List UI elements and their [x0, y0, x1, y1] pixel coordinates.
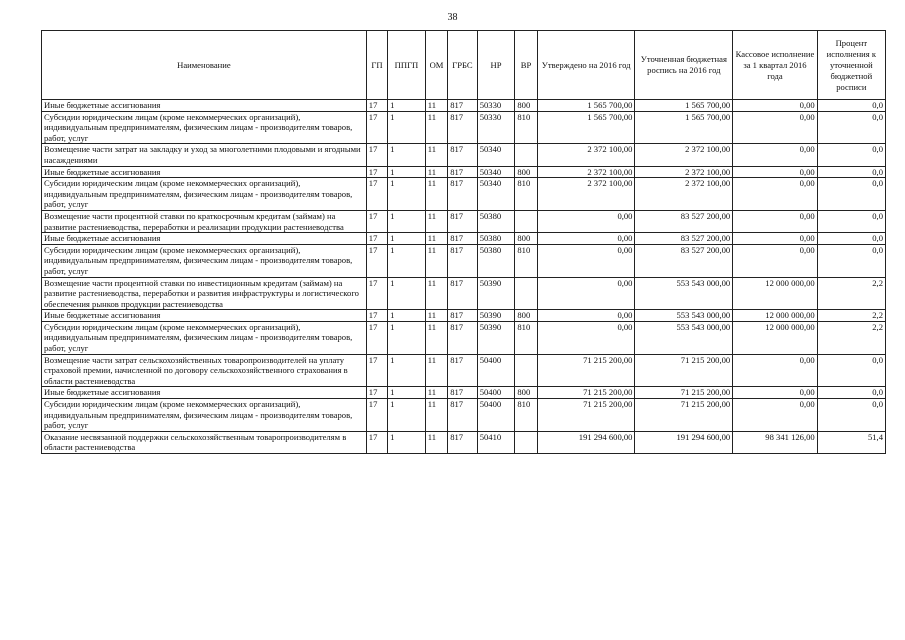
cell-nr: 50390: [477, 310, 515, 322]
cell-approved: 71 215 200,00: [537, 399, 635, 432]
cell-gp: 17: [366, 111, 387, 144]
cell-gp: 17: [366, 399, 387, 432]
cell-cash: 0,00: [733, 354, 818, 387]
cell-approved: 1 565 700,00: [537, 100, 635, 112]
cell-cash: 0,00: [733, 100, 818, 112]
cell-ppgp: 1: [388, 399, 426, 432]
cell-grbs: 817: [448, 244, 478, 277]
cell-cash: 0,00: [733, 210, 818, 232]
cell-grbs: 817: [448, 178, 478, 211]
cell-om: 11: [425, 277, 447, 310]
table-row: [42, 399, 886, 432]
cell-approved: 0,00: [537, 244, 635, 277]
cell-percent: 0,0: [817, 144, 885, 166]
cell-percent: 0,0: [817, 100, 885, 112]
page-number: 38: [447, 12, 458, 23]
cell-nr: 50340: [477, 144, 515, 166]
cell-grbs: 817: [448, 233, 478, 245]
header-nr: НР: [477, 31, 515, 100]
cell-specified: 2 372 100,00: [635, 178, 733, 211]
cell-gp: 17: [366, 310, 387, 322]
cell-ppgp: 1: [388, 178, 426, 211]
cell-nr: 50400: [477, 399, 515, 432]
header-ppgp: ППГП: [388, 31, 426, 100]
cell-percent: 0,0: [817, 399, 885, 432]
cell-approved: 0,00: [537, 233, 635, 245]
cell-name: Субсидии юридическим лицам (кроме некоммерческих организаций), индивидуальным предпринимателям, физическим лицам - производителям товаров, работ, услуг: [42, 399, 367, 432]
cell-ppgp: 1: [388, 144, 426, 166]
cell-percent: 0,0: [817, 387, 885, 399]
table-row: [42, 111, 886, 144]
cell-gp: 17: [366, 431, 387, 453]
cell-cash: 0,00: [733, 178, 818, 211]
cell-approved: 71 215 200,00: [537, 354, 635, 387]
cell-specified: 2 372 100,00: [635, 144, 733, 166]
cell-cash: 12 000 000,00: [733, 277, 818, 310]
table-row: [42, 431, 886, 453]
cell-specified: 1 565 700,00: [635, 111, 733, 144]
cell-ppgp: 1: [388, 166, 426, 178]
cell-name: Субсидии юридическим лицам (кроме некоммерческих организаций), индивидуальным предпринимателям, физическим лицам - производителям товаров, работ, услуг: [42, 111, 367, 144]
cell-specified: 553 543 000,00: [635, 277, 733, 310]
cell-approved: 71 215 200,00: [537, 387, 635, 399]
header-vr: ВР: [515, 31, 537, 100]
cell-name: Возмещение части процентной ставки по инвестиционным кредитам (займам) на развитие растениеводства, переработки и развития инфраструктуры и логистического обеспечения рынков продукции растениеводства: [42, 277, 367, 310]
cell-nr: 50410: [477, 431, 515, 453]
cell-vr: 800: [515, 387, 537, 399]
cell-nr: 50390: [477, 277, 515, 310]
cell-approved: 0,00: [537, 321, 635, 354]
cell-percent: 0,0: [817, 354, 885, 387]
cell-name: Иные бюджетные ассигнования: [42, 166, 367, 178]
table-row: [42, 100, 886, 112]
cell-approved: 2 372 100,00: [537, 166, 635, 178]
header-gp: ГП: [366, 31, 387, 100]
cell-cash: 0,00: [733, 166, 818, 178]
cell-cash: 0,00: [733, 144, 818, 166]
cell-cash: 98 341 126,00: [733, 431, 818, 453]
cell-approved: 2 372 100,00: [537, 144, 635, 166]
table-row: [42, 310, 886, 322]
header-grbs: ГРБС: [448, 31, 478, 100]
cell-vr: 810: [515, 111, 537, 144]
cell-percent: 0,0: [817, 233, 885, 245]
cell-name: Возмещение части затрат сельскохозяйственных товаропроизводителей на уплату страховой премии, начисленной по договору сельскохозяйственного страхования в области растениеводства: [42, 354, 367, 387]
cell-cash: 0,00: [733, 233, 818, 245]
cell-nr: 50380: [477, 244, 515, 277]
cell-grbs: 817: [448, 399, 478, 432]
cell-cash: 0,00: [733, 111, 818, 144]
cell-gp: 17: [366, 244, 387, 277]
cell-om: 11: [425, 399, 447, 432]
header-cash: Кассовое исполнение за 1 квартал 2016 года: [733, 31, 818, 100]
cell-specified: 71 215 200,00: [635, 354, 733, 387]
cell-grbs: 817: [448, 387, 478, 399]
cell-vr: 800: [515, 166, 537, 178]
cell-vr: [515, 210, 537, 232]
cell-nr: 50330: [477, 100, 515, 112]
cell-om: 11: [425, 210, 447, 232]
cell-vr: 810: [515, 244, 537, 277]
cell-om: 11: [425, 431, 447, 453]
cell-cash: 0,00: [733, 244, 818, 277]
cell-nr: 50330: [477, 111, 515, 144]
cell-nr: 50340: [477, 178, 515, 211]
cell-vr: [515, 431, 537, 453]
table-body: [42, 100, 886, 454]
cell-vr: [515, 354, 537, 387]
cell-grbs: 817: [448, 277, 478, 310]
cell-specified: 191 294 600,00: [635, 431, 733, 453]
header-approved: Утверждено на 2016 год: [537, 31, 635, 100]
cell-cash: 12 000 000,00: [733, 321, 818, 354]
cell-om: 11: [425, 144, 447, 166]
cell-approved: 0,00: [537, 210, 635, 232]
cell-ppgp: 1: [388, 210, 426, 232]
cell-specified: 2 372 100,00: [635, 166, 733, 178]
cell-grbs: 817: [448, 111, 478, 144]
cell-approved: 0,00: [537, 310, 635, 322]
cell-name: Оказание несвязанной поддержки сельскохозяйственным товаропроизводителям в области растениеводства: [42, 431, 367, 453]
header-specified: Уточненная бюджетная роспись на 2016 год: [635, 31, 733, 100]
cell-specified: 83 527 200,00: [635, 210, 733, 232]
cell-ppgp: 1: [388, 431, 426, 453]
cell-cash: 0,00: [733, 387, 818, 399]
table-row: [42, 210, 886, 232]
cell-percent: 0,0: [817, 178, 885, 211]
cell-om: 11: [425, 310, 447, 322]
cell-om: 11: [425, 321, 447, 354]
cell-vr: 810: [515, 178, 537, 211]
cell-grbs: 817: [448, 310, 478, 322]
table-row: [42, 387, 886, 399]
cell-name: Иные бюджетные ассигнования: [42, 233, 367, 245]
cell-name: Субсидии юридическим лицам (кроме некоммерческих организаций), индивидуальным предпринимателям, физическим лицам - производителям товаров, работ, услуг: [42, 244, 367, 277]
cell-approved: 191 294 600,00: [537, 431, 635, 453]
cell-specified: 71 215 200,00: [635, 399, 733, 432]
table-row: [42, 166, 886, 178]
cell-om: 11: [425, 387, 447, 399]
cell-name: Иные бюджетные ассигнования: [42, 310, 367, 322]
cell-grbs: 817: [448, 100, 478, 112]
table-row: [42, 277, 886, 310]
cell-specified: 553 543 000,00: [635, 310, 733, 322]
cell-name: Иные бюджетные ассигнования: [42, 100, 367, 112]
cell-om: 11: [425, 111, 447, 144]
cell-name: Субсидии юридическим лицам (кроме некоммерческих организаций), индивидуальным предпринимателям, физическим лицам - производителям товаров, работ, услуг: [42, 178, 367, 211]
cell-gp: 17: [366, 166, 387, 178]
cell-om: 11: [425, 166, 447, 178]
table-header: [42, 31, 886, 100]
header-percent: Процент исполнения к уточненной бюджетной росписи: [817, 31, 885, 100]
cell-gp: 17: [366, 100, 387, 112]
cell-specified: 83 527 200,00: [635, 244, 733, 277]
cell-grbs: 817: [448, 144, 478, 166]
cell-vr: [515, 277, 537, 310]
cell-grbs: 817: [448, 210, 478, 232]
cell-om: 11: [425, 100, 447, 112]
cell-gp: 17: [366, 210, 387, 232]
cell-percent: 2,2: [817, 310, 885, 322]
cell-vr: 800: [515, 100, 537, 112]
cell-nr: 50400: [477, 354, 515, 387]
cell-approved: 1 565 700,00: [537, 111, 635, 144]
cell-grbs: 817: [448, 354, 478, 387]
cell-grbs: 817: [448, 321, 478, 354]
cell-ppgp: 1: [388, 277, 426, 310]
table-row: [42, 354, 886, 387]
header-om: ОМ: [425, 31, 447, 100]
header-name: Наименование: [42, 31, 367, 100]
cell-specified: 1 565 700,00: [635, 100, 733, 112]
cell-name: Иные бюджетные ассигнования: [42, 387, 367, 399]
budget-table: [41, 30, 886, 454]
cell-gp: 17: [366, 144, 387, 166]
cell-specified: 83 527 200,00: [635, 233, 733, 245]
cell-grbs: 817: [448, 431, 478, 453]
cell-ppgp: 1: [388, 111, 426, 144]
cell-vr: [515, 144, 537, 166]
cell-nr: 50340: [477, 166, 515, 178]
cell-percent: 51,4: [817, 431, 885, 453]
cell-om: 11: [425, 178, 447, 211]
table-row: [42, 244, 886, 277]
cell-gp: 17: [366, 387, 387, 399]
cell-ppgp: 1: [388, 244, 426, 277]
cell-gp: 17: [366, 354, 387, 387]
table-row: [42, 178, 886, 211]
cell-cash: 12 000 000,00: [733, 310, 818, 322]
cell-om: 11: [425, 354, 447, 387]
cell-percent: 0,0: [817, 210, 885, 232]
cell-percent: 0,0: [817, 244, 885, 277]
cell-om: 11: [425, 233, 447, 245]
cell-name: Возмещение части процентной ставки по краткосрочным кредитам (займам) на развитие растениеводства, переработки и реализации продукции растениеводства: [42, 210, 367, 232]
cell-om: 11: [425, 244, 447, 277]
cell-cash: 0,00: [733, 399, 818, 432]
cell-specified: 71 215 200,00: [635, 387, 733, 399]
table-row: [42, 144, 886, 166]
cell-name: Возмещение части затрат на закладку и уход за многолетними плодовыми и ягодными насаждениями: [42, 144, 367, 166]
cell-vr: 800: [515, 233, 537, 245]
cell-percent: 0,0: [817, 111, 885, 144]
cell-percent: 2,2: [817, 277, 885, 310]
cell-approved: 0,00: [537, 277, 635, 310]
cell-percent: 0,0: [817, 166, 885, 178]
cell-grbs: 817: [448, 166, 478, 178]
cell-gp: 17: [366, 277, 387, 310]
cell-percent: 2,2: [817, 321, 885, 354]
cell-nr: 50380: [477, 233, 515, 245]
table-row: [42, 321, 886, 354]
cell-ppgp: 1: [388, 387, 426, 399]
cell-specified: 553 543 000,00: [635, 321, 733, 354]
cell-vr: 810: [515, 399, 537, 432]
cell-ppgp: 1: [388, 310, 426, 322]
cell-ppgp: 1: [388, 233, 426, 245]
table-row: [42, 233, 886, 245]
cell-vr: 800: [515, 310, 537, 322]
cell-gp: 17: [366, 321, 387, 354]
cell-name: Субсидии юридическим лицам (кроме некоммерческих организаций), индивидуальным предпринимателям, физическим лицам - производителям товаров, работ, услуг: [42, 321, 367, 354]
cell-ppgp: 1: [388, 100, 426, 112]
cell-ppgp: 1: [388, 354, 426, 387]
cell-gp: 17: [366, 178, 387, 211]
cell-gp: 17: [366, 233, 387, 245]
cell-approved: 2 372 100,00: [537, 178, 635, 211]
cell-nr: 50390: [477, 321, 515, 354]
cell-nr: 50400: [477, 387, 515, 399]
cell-nr: 50380: [477, 210, 515, 232]
cell-vr: 810: [515, 321, 537, 354]
cell-ppgp: 1: [388, 321, 426, 354]
